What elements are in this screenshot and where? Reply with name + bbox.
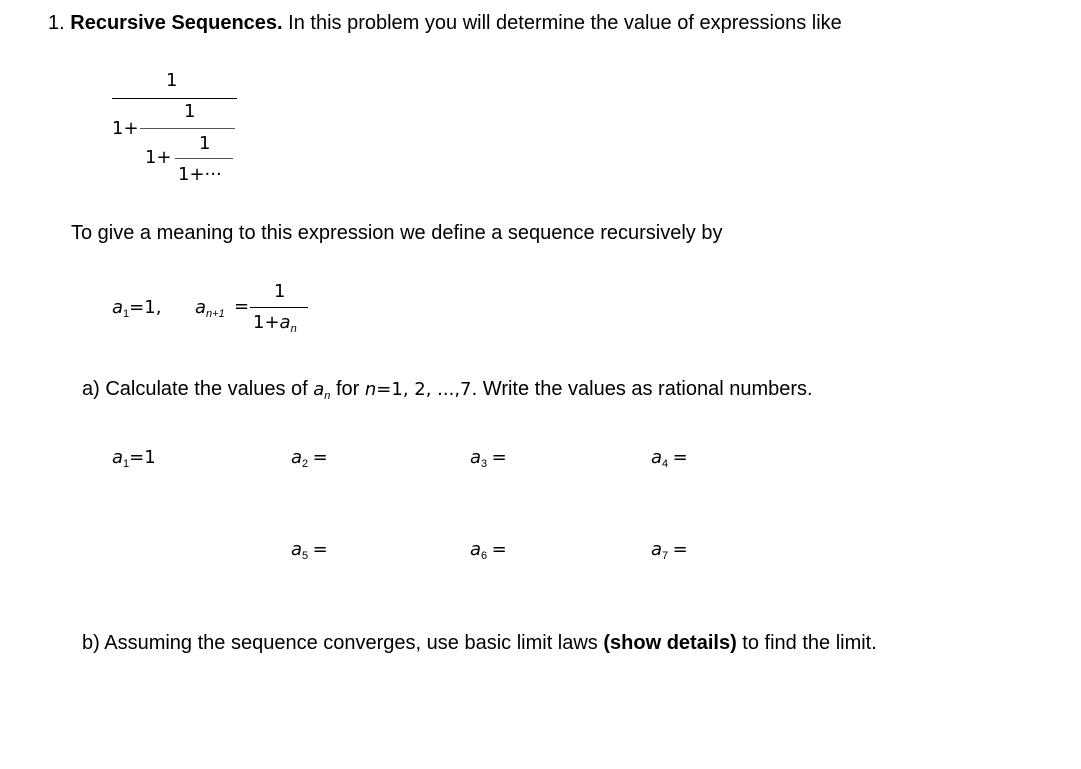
problem-intro: In this problem you will determine the value of expressions like: [288, 12, 842, 34]
answer-a3: $a_3$ =: [470, 447, 507, 470]
cf-one-plus-outer: 1+: [112, 118, 139, 139]
definition-intro: To give a meaning to this expression we define a sequence recursively by: [71, 222, 723, 244]
answer-a7: $a_7$ =: [651, 539, 688, 562]
answer-a4: $a_4$ =: [651, 447, 688, 470]
cf-fraction-bar-low: [175, 158, 233, 159]
recursion-fraction-bar: [250, 307, 308, 308]
an1-lhs: $a_{n+1}$: [195, 297, 225, 320]
answer-a2: $a_2$ =: [291, 447, 328, 470]
answer-a5: $a_5$ =: [291, 539, 328, 562]
recursion-denominator: $1+a_n$: [253, 312, 297, 335]
problem-title: Recursive Sequences.: [70, 12, 283, 34]
cf-fraction-bar-mid: [140, 128, 235, 129]
a1-definition: $a_1=1$,: [112, 297, 162, 320]
part-b-prompt: b) Assuming the sequence converges, use basic limit laws (show details) to find the limit.: [82, 632, 877, 654]
cf-tail: 1+···: [178, 164, 222, 185]
problem-number: 1.: [48, 12, 65, 34]
cf-numerator-low: 1: [199, 133, 211, 154]
cf-numerator-mid: 1: [184, 101, 196, 122]
cf-fraction-bar-top: [112, 98, 237, 99]
cf-numerator-top: 1: [166, 70, 178, 91]
recursion-numerator: 1: [274, 281, 286, 302]
answer-a1: $a_1=1$: [112, 447, 156, 470]
problem-heading: [48, 12, 842, 35]
part-b-emphasis: (show details): [603, 632, 737, 654]
recursion-equals: =: [234, 296, 250, 317]
part-a-prompt: a) Calculate the values of $a_n$ for n=1, 2, ...,7. Write the values as rational numbers.: [82, 378, 813, 402]
cf-one-plus-inner: 1+: [145, 147, 172, 168]
answer-a6: $a_6$ =: [470, 539, 507, 562]
